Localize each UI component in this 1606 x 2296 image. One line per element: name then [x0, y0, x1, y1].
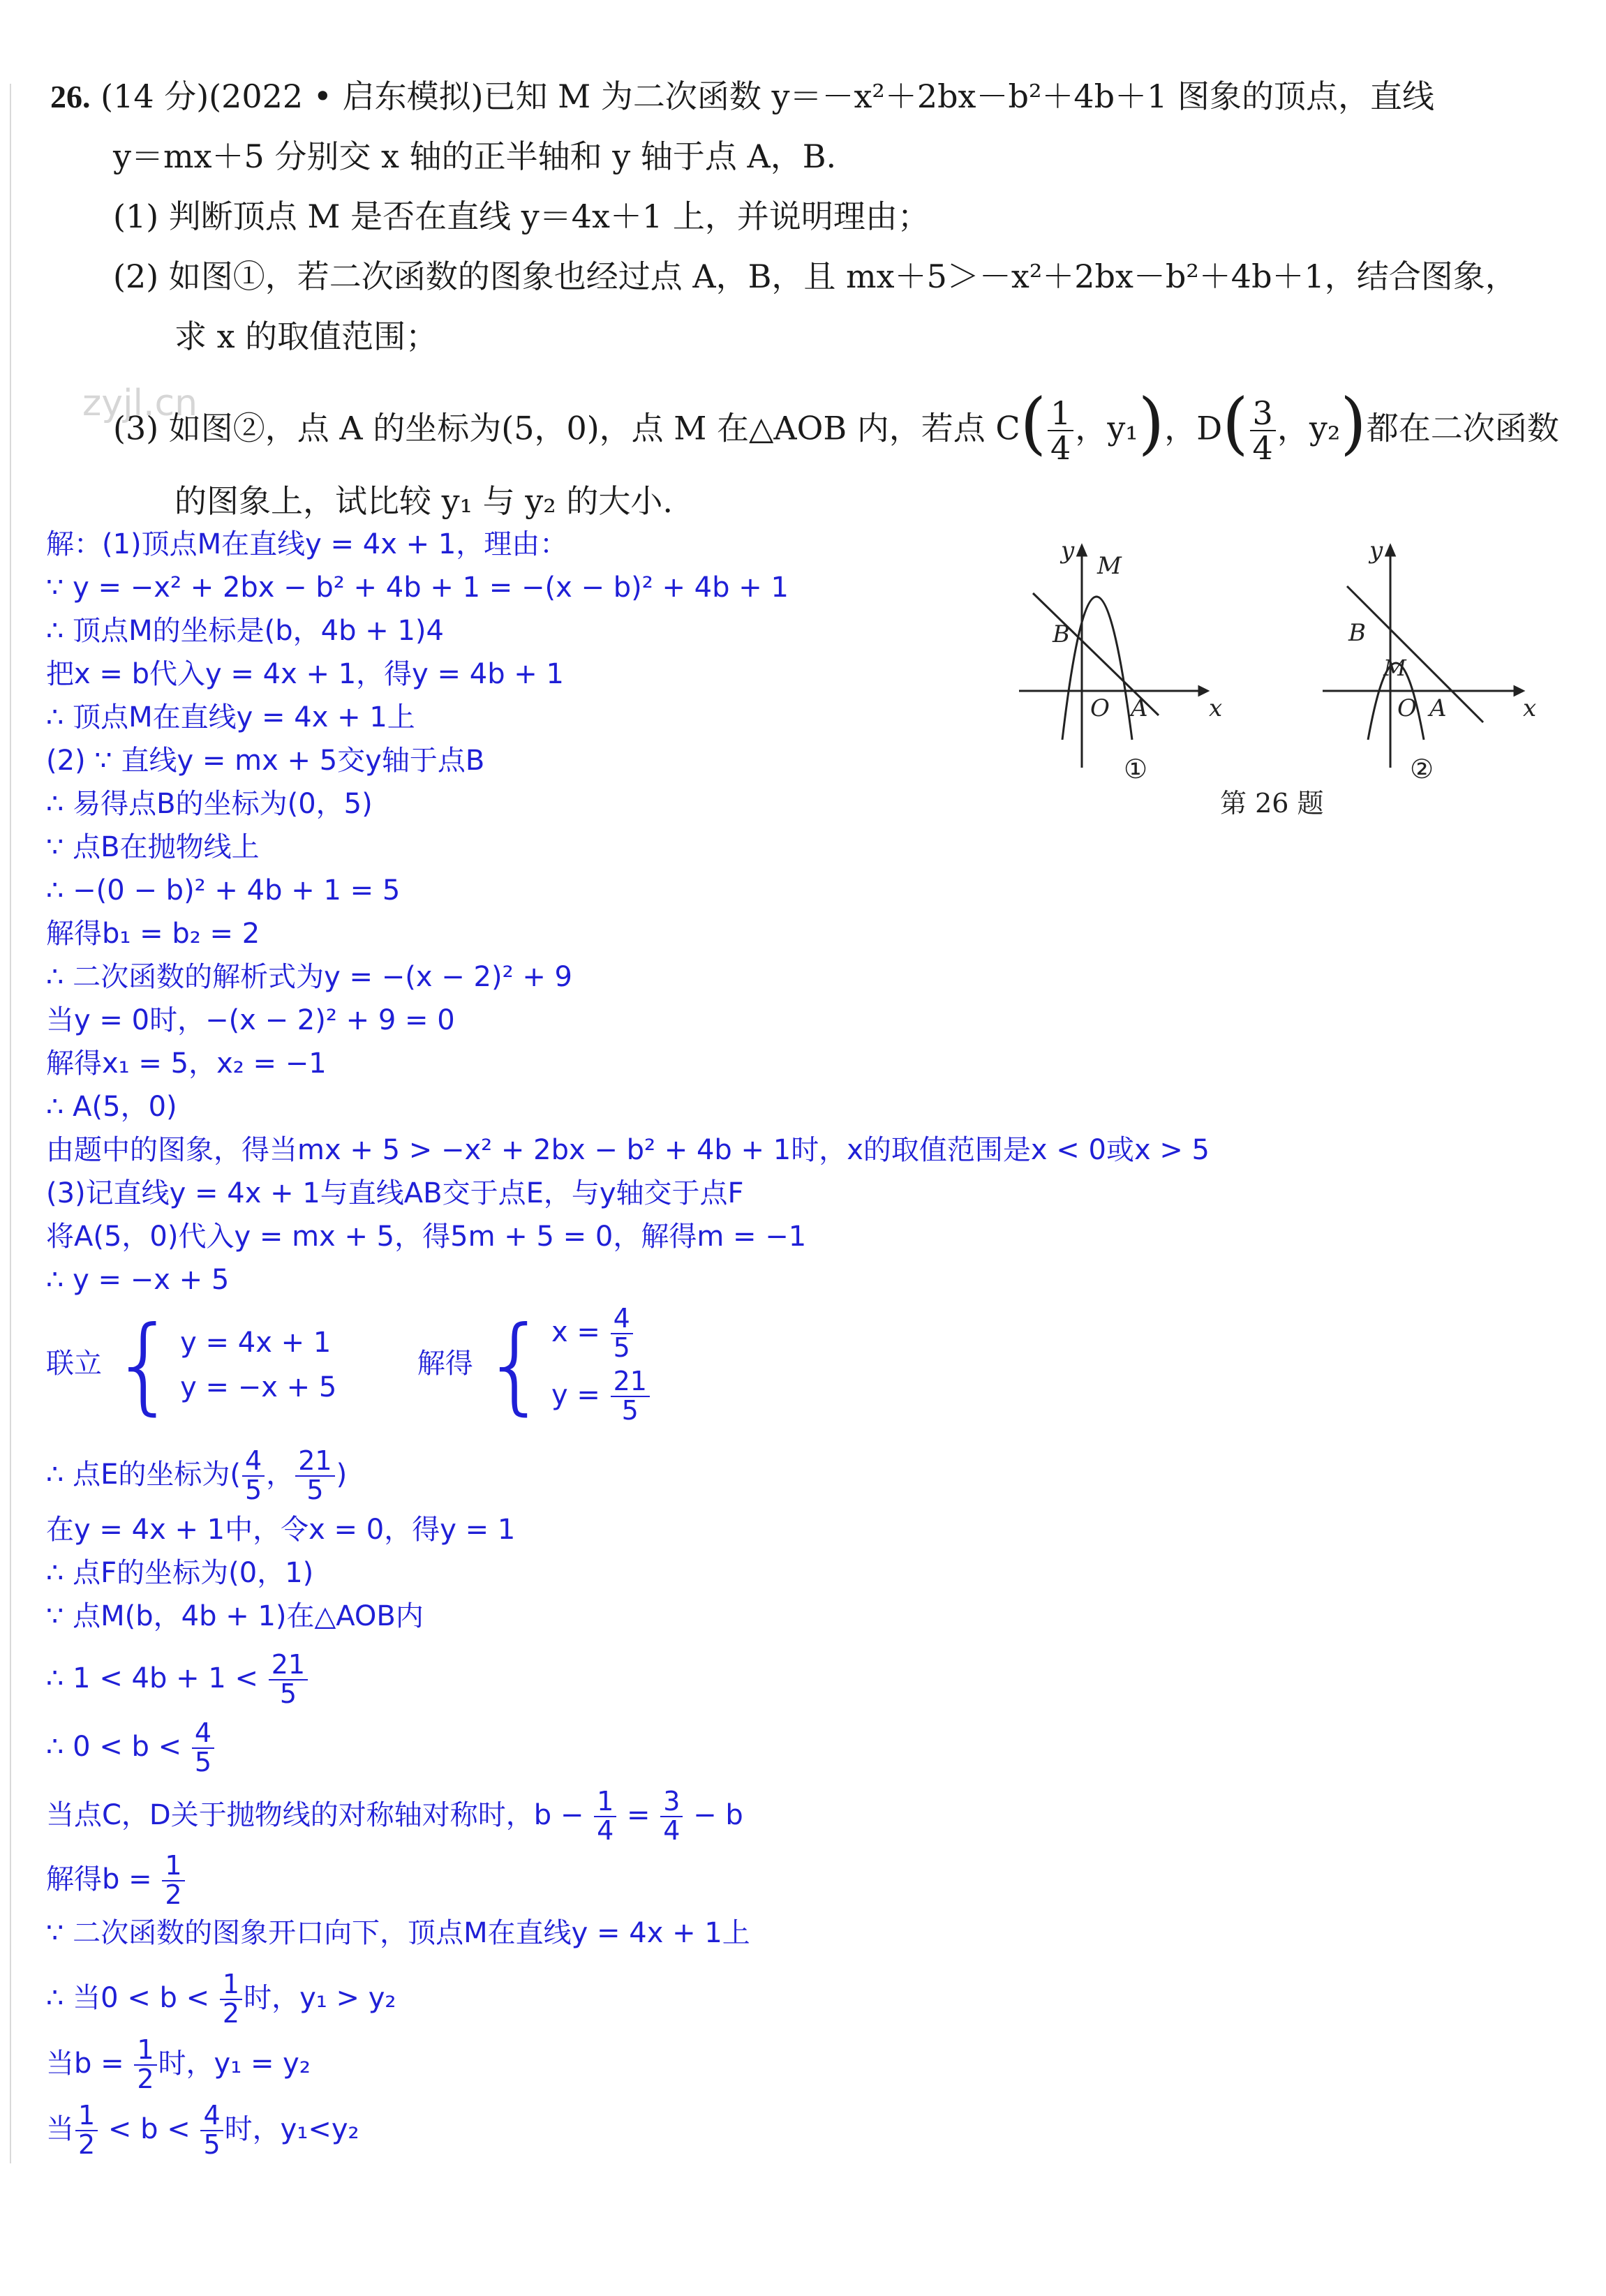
problem-part-2b: 求 x 的取值范围；: [174, 318, 438, 355]
text: 当b =: [46, 2047, 133, 2080]
frac-den: 5: [203, 2129, 221, 2160]
solution-line: ∴ 易得点B的坐标为(0，5): [46, 788, 373, 820]
fraction: [594, 1788, 616, 1845]
point-d-fraction: [1250, 394, 1276, 468]
lianli-label: 联立: [46, 1347, 102, 1380]
watermark: zyjl.cn: [82, 382, 198, 424]
system-rows: [180, 1323, 336, 1407]
solution-line: ∵ 二次函数的图象开口向下，顶点M在直线y = 4x + 1上: [46, 1917, 750, 1949]
fig2-label-b: B: [1348, 619, 1366, 647]
system-eq: y = −x + 5: [180, 1371, 337, 1403]
solution-line: ∴ 二次函数的解析式为y = −(x − 2)² + 9: [46, 961, 573, 993]
frac-num: 3: [660, 1788, 683, 1817]
frac-den: 5: [279, 1678, 297, 1709]
frac-den: 4: [663, 1814, 681, 1846]
solution-line: (2) ∵ 直线y = mx + 5交y轴于点B: [46, 745, 485, 777]
frac-num: 21: [295, 1447, 334, 1477]
frac-den: 2: [137, 2063, 154, 2094]
solution-line: 解得b₁ = b₂ = 2: [46, 918, 260, 950]
left-brace: {: [110, 1304, 178, 1426]
problem-line-2: y＝mx＋5 分别交 x 轴的正半轴和 y 轴于点 A，B.: [113, 137, 837, 175]
part3-mid: ，D: [1164, 409, 1223, 447]
frac-num: 1: [220, 1971, 242, 2000]
frac-num: 3: [1250, 396, 1276, 431]
fig2-label-a: A: [1429, 694, 1447, 722]
fig1-label-o: O: [1090, 694, 1110, 722]
frac-den: 2: [165, 1879, 182, 1910]
solution-line: ∵ 点B在抛物线上: [46, 831, 260, 863]
frac-den: 4: [1252, 429, 1273, 468]
frac-num: 4: [242, 1447, 265, 1477]
fraction: [660, 1788, 683, 1845]
frac-num: 1: [1048, 396, 1073, 431]
system-eq: [551, 1365, 651, 1426]
point-c-tail: ，y₁: [1075, 409, 1138, 447]
problem-line-1: [50, 75, 1434, 118]
part3-pre: (3) 如图②，点 A 的坐标为(5，0)，点 M 在△AOB 内，若点 C: [113, 409, 1020, 447]
fig1-label-y: y: [1061, 537, 1075, 565]
paren-open: (: [1020, 384, 1047, 463]
left-brace: {: [482, 1304, 549, 1426]
text: ∴ 0 < b <: [46, 1730, 191, 1763]
problem-part-3b: 的图象上，试比较 y₁ 与 y₂ 的大小.: [174, 482, 673, 520]
text: ∴ 1 < 4b + 1 <: [46, 1662, 267, 1694]
solution-line: 解得x₁ = 5，x₂ = −1: [46, 1048, 327, 1080]
solution-line: ∵ y = −x² + 2bx − b² + 4b + 1 = −(x − b)² + 4b + 1: [46, 572, 789, 604]
frac-den: 5: [621, 1394, 639, 1426]
solution-line: ∴ y = −x + 5: [46, 1264, 230, 1296]
equation-systems: [46, 1305, 651, 1425]
solution-line: ∴ 顶点M在直线y = 4x + 1上: [46, 701, 415, 733]
fraction: [611, 1305, 633, 1362]
fraction: [162, 1852, 184, 1909]
text: 当点C，D关于抛物线的对称轴对称时，b −: [46, 1798, 593, 1831]
question-number: 26.: [50, 79, 91, 114]
frac-num: 1: [594, 1788, 616, 1817]
frac-num: 1: [75, 2102, 98, 2131]
solution-line: [46, 1447, 347, 1505]
frac-den: 4: [1050, 429, 1071, 468]
solution-line: [46, 1971, 396, 2028]
frac-num: 1: [162, 1852, 184, 1881]
solution-line: ∴ 点F的坐标为(0，1): [46, 1557, 314, 1589]
system-eq: y = 4x + 1: [180, 1326, 332, 1359]
solution-line: ∴ −(0 − b)² + 4b + 1 = 5: [46, 874, 401, 907]
solution-line: ∵ 点M(b，4b + 1)在△AOB内: [46, 1600, 424, 1632]
frac-den: 2: [78, 2129, 96, 2160]
fig1-label-a: A: [1131, 694, 1148, 722]
paren-open: (: [1222, 384, 1249, 463]
solution-line: [46, 2102, 359, 2159]
eq-pre: x =: [551, 1315, 609, 1348]
fraction: [242, 1447, 265, 1505]
frac-num: 21: [269, 1651, 308, 1680]
solution-line: [46, 1717, 216, 1777]
jiede-label: 解得: [417, 1347, 473, 1380]
frac-num: 4: [192, 1720, 214, 1749]
fraction: [75, 2102, 98, 2159]
text: < b <: [99, 2112, 200, 2145]
text: 当: [46, 2112, 74, 2145]
text: 时，y₁ > y₂: [244, 1981, 396, 2014]
equation-system-2: [482, 1305, 651, 1425]
fig2-label-x: x: [1523, 694, 1537, 722]
text: =: [618, 1798, 660, 1831]
fig2-y-arrow: [1386, 546, 1395, 556]
problem-part-2a: (2) 如图①，若二次函数的图象也经过点 A，B，且 mx＋5＞－x²＋2bx－b²＋4b＋1，结合图象，: [113, 258, 1517, 295]
fig1-label-x: x: [1209, 694, 1223, 722]
solution-line: [46, 1651, 309, 1708]
solution-line: 把x = b代入y = 4x + 1，得y = 4b + 1: [46, 658, 564, 690]
figure-caption: 第 26 题: [1220, 788, 1324, 819]
frac-den: 4: [597, 1814, 614, 1846]
eq-pre: y =: [551, 1378, 609, 1411]
fraction: [295, 1447, 334, 1505]
solution-line: 当y = 0时，−(x − 2)² + 9 = 0: [46, 1004, 455, 1036]
fig2-label-m: M: [1383, 655, 1406, 681]
solution-line: ∴ A(5，0): [46, 1091, 177, 1123]
fig1-y-arrow: [1078, 546, 1086, 556]
frac-num: 21: [611, 1368, 650, 1397]
fig1-number: ①: [1124, 754, 1148, 784]
point-d-tail: ，y₂: [1277, 409, 1341, 447]
solution-line: [46, 1788, 743, 1845]
system-rows: [551, 1305, 651, 1425]
fraction: [192, 1717, 214, 1777]
fraction: [611, 1365, 650, 1426]
frac-num: 4: [611, 1305, 633, 1334]
solution-line: (3)记直线y = 4x + 1与直线AB交于点E，与y轴交于点F: [46, 1177, 744, 1209]
fig1-label-m: M: [1097, 552, 1122, 580]
system-eq: [551, 1305, 651, 1362]
fraction: [200, 2102, 223, 2159]
part3-post: 都在二次函数: [1366, 409, 1559, 447]
frac-den: 2: [222, 1997, 240, 2029]
text: 解得b =: [46, 1863, 161, 1895]
fraction: [134, 2036, 156, 2094]
solution-line: 解：(1)顶点M在直线y = 4x + 1，理由：: [46, 528, 568, 560]
point-c-fraction: [1048, 394, 1073, 468]
frac-den: 5: [613, 1332, 630, 1363]
fig1-label-b: B: [1053, 620, 1070, 648]
frac-den: 5: [245, 1474, 262, 1505]
text: ): [336, 1458, 348, 1491]
fig1-x-arrow: [1199, 687, 1207, 695]
solution-line: [46, 1852, 186, 1909]
text: ∴ 点E的坐标为(: [46, 1458, 241, 1491]
fraction: [220, 1971, 242, 2028]
fig2-number: ②: [1410, 754, 1434, 784]
frac-den: 5: [306, 1474, 324, 1505]
text: ∴ 当0 < b <: [46, 1981, 218, 2014]
solution-line: 将A(5，0)代入y = mx + 5，得5m + 5 = 0，解得m = −1: [46, 1221, 807, 1253]
text: − b: [684, 1798, 743, 1831]
paren-close: ): [1340, 384, 1367, 463]
paren-close: ): [1138, 384, 1165, 463]
fig2-label-o: O: [1397, 694, 1417, 722]
fraction: [269, 1651, 308, 1708]
frac-num: 1: [134, 2036, 156, 2066]
frac-den: 5: [194, 1746, 212, 1777]
equation-system-1: [110, 1304, 337, 1426]
text: ，: [266, 1458, 295, 1491]
solution-line: 在y = 4x + 1中，令x = 0，得y = 1: [46, 1514, 516, 1546]
fig2-x-arrow: [1515, 687, 1523, 695]
problem-text-1: (14 分)(2022 • 启东模拟)已知 M 为二次函数 y＝－x²＋2bx－b²＋4b＋1 图象的顶点，直线: [101, 77, 1434, 115]
text: 时，y₁<y₂: [224, 2112, 359, 2145]
solution-line: ∴ 顶点M的坐标是(b，4b + 1)4: [46, 615, 444, 647]
figure-2: [1323, 546, 1523, 768]
solution-line: 由题中的图象，得当mx + 5 > −x² + 2bx − b² + 4b + 1时，x的取值范围是x < 0或x > 5: [46, 1134, 1210, 1166]
margin-rule: [10, 84, 11, 2163]
fig2-label-y: y: [1369, 537, 1383, 565]
text: 时，y₁ = y₂: [158, 2047, 311, 2080]
solution-line: [46, 2036, 311, 2094]
frac-num: 4: [200, 2102, 223, 2131]
problem-part-1: (1) 判断顶点 M 是否在直线 y＝4x＋1 上，并说明理由；: [113, 197, 930, 235]
